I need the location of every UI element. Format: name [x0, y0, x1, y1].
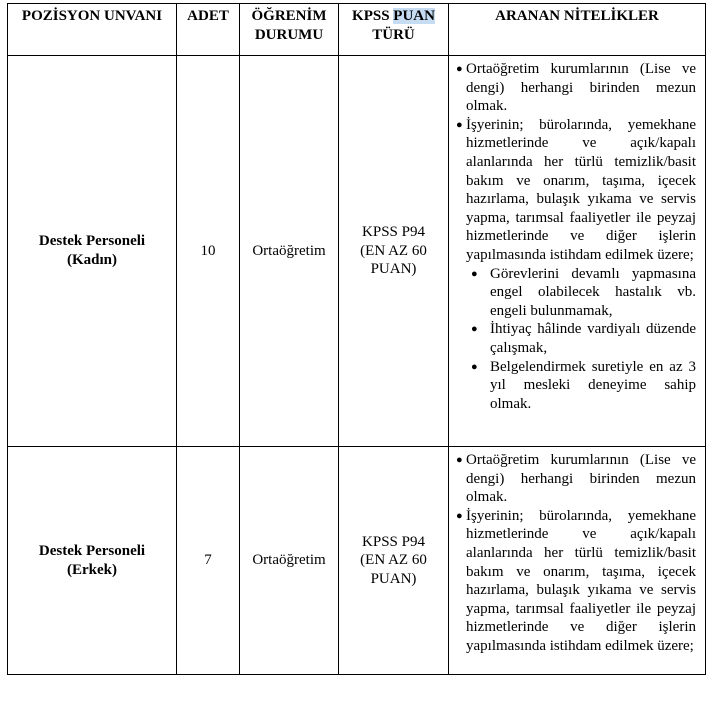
bullet-icon: ● [471, 323, 478, 336]
list-item: ● Ortaöğretim kurumlarının (Lise ve dengi) herhangi birinden mezun olmak. [456, 452, 696, 506]
header-kpss-prefix: KPSS [352, 8, 394, 24]
sub-list-item: ● Belgelendirmek suretiyle en az 3 yıl mesleki deneyime sahip olmak. [471, 358, 696, 412]
bullet-icon: ● [471, 267, 478, 280]
position-cell [8, 447, 177, 675]
header-requirements: ARANAN NİTELİKLER [449, 4, 706, 56]
bullet-icon: ● [456, 454, 463, 466]
list-item: ● İşyerinin; bürolarında, yemekhane hizmetlerinde ve açık/kapalı alanlarında her türlü temizlik/basit bakım ve onarım, taşıma, içecek hazırlama, bulaşık yıkama ve servis yapma, tarımsal faaliyetler ile peyzaj hizmetlerinde ve diğer işlerin yapılmasında istihdam edilmek üzere; [456, 507, 696, 654]
header-kpss-suffix: TÜRÜ [372, 26, 415, 43]
header-education: ÖĞRENİM DURUMU [240, 4, 339, 56]
header-kpss [339, 4, 449, 56]
bullet-icon: ● [456, 118, 463, 131]
position-title: Destek Personeli [38, 542, 146, 559]
table-row [8, 447, 706, 675]
position-cell [8, 56, 177, 447]
header-row [8, 4, 706, 56]
education-cell: Ortaöğretim [240, 447, 339, 675]
requirements-cell [449, 56, 706, 447]
count-cell: 7 [177, 447, 240, 675]
count-cell: 10 [177, 56, 240, 447]
header-kpss-highlight: PUAN [393, 8, 435, 24]
bullet-icon: ● [456, 509, 463, 522]
kpss-cell: KPSS P94 (EN AZ 60 PUAN) [339, 447, 449, 675]
bullet-icon: ● [471, 360, 478, 373]
list-item: ● Ortaöğretim kurumlarının (Lise ve dengi) herhangi birinden mezun olmak. [456, 61, 696, 115]
kpss-cell: KPSS P94 (EN AZ 60 PUAN) [339, 56, 449, 447]
sub-list-item: ● İhtiyaç hâlinde vardiyalı düzende çalışmak, [471, 321, 696, 356]
positions-table [7, 3, 706, 675]
list-item: ● İşyerinin; bürolarında, yemekhane hizmetlerinde ve açık/kapalı alanlarında her türlü temizlik/basit bakım ve onarım, taşıma, içecek hazırlama, bulaşık yıkama ve servis yapma, tarımsal faaliyetler ile peyzaj hizmetlerinde ve diğer işlerin yapılmasında istihdam edilmek üzere; ● Görevlerini devamlı yapmasına engel olabilecek hastalık vb. engeli bulunmamak, ● İhtiyaç hâlinde vardiyalı düzende çalışmak, ● Belgelendirmek suretiyle en az 3 yıl mesleki deneyime sahip olmak. [456, 116, 696, 412]
header-count: ADET [177, 4, 240, 56]
sub-list-item: ● Görevlerini devamlı yapmasına engel olabilecek hastalık vb. engeli bulunmamak, [471, 265, 696, 319]
bullet-icon: ● [456, 63, 463, 75]
table-row [8, 56, 706, 447]
position-gender: (Erkek) [67, 561, 117, 578]
header-position: POZİSYON UNVANI [8, 4, 177, 56]
education-cell: Ortaöğretim [240, 56, 339, 447]
position-gender: (Kadın) [66, 252, 117, 268]
requirements-cell [449, 447, 706, 675]
position-title: Destek Personeli [38, 233, 146, 250]
